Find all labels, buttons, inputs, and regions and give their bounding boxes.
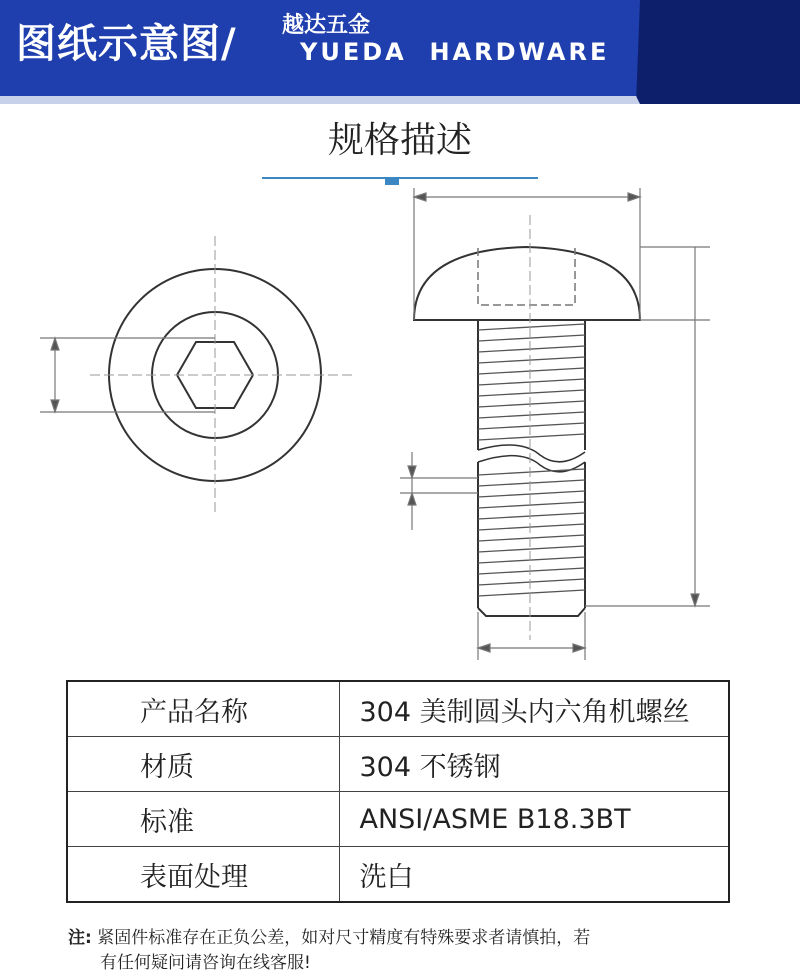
table-row <box>67 737 729 792</box>
row-label: 标准 <box>67 792 339 847</box>
row-value: ANSI/ASME B18.3BT <box>339 792 729 847</box>
heading-underline <box>262 177 538 179</box>
spec-table <box>66 680 730 903</box>
dimension-lines <box>400 188 710 660</box>
note-line-1: 紧固件标准存在正负公差，如对尺寸精度有特殊要求者请慎拍，若 <box>97 928 591 948</box>
row-value: 洗白 <box>339 847 729 903</box>
brand-name-cn: 越达五金 <box>282 13 371 38</box>
brand-name-en: YUEDA HARDWARE <box>300 38 610 66</box>
header-banner <box>0 0 800 120</box>
note-label: 注: <box>68 928 92 948</box>
row-label: 材质 <box>67 737 339 792</box>
row-label: 表面处理 <box>67 847 339 903</box>
banner-title: 图纸示意图/ <box>16 21 237 67</box>
footnote <box>68 926 590 976</box>
row-value: 304 不锈钢 <box>339 737 729 792</box>
screw-drawing <box>0 180 800 670</box>
note-line-2: 有任何疑问请咨询在线客服! <box>100 953 311 973</box>
row-value: 304 美制圆头内六角机螺丝 <box>339 681 729 737</box>
table-row <box>67 681 729 737</box>
shank-lower <box>478 462 585 608</box>
table-row <box>67 792 729 847</box>
screw-head <box>414 247 640 320</box>
table-row <box>67 847 729 903</box>
row-label: 产品名称 <box>67 681 339 737</box>
section-heading: 规格描述 <box>327 120 472 161</box>
